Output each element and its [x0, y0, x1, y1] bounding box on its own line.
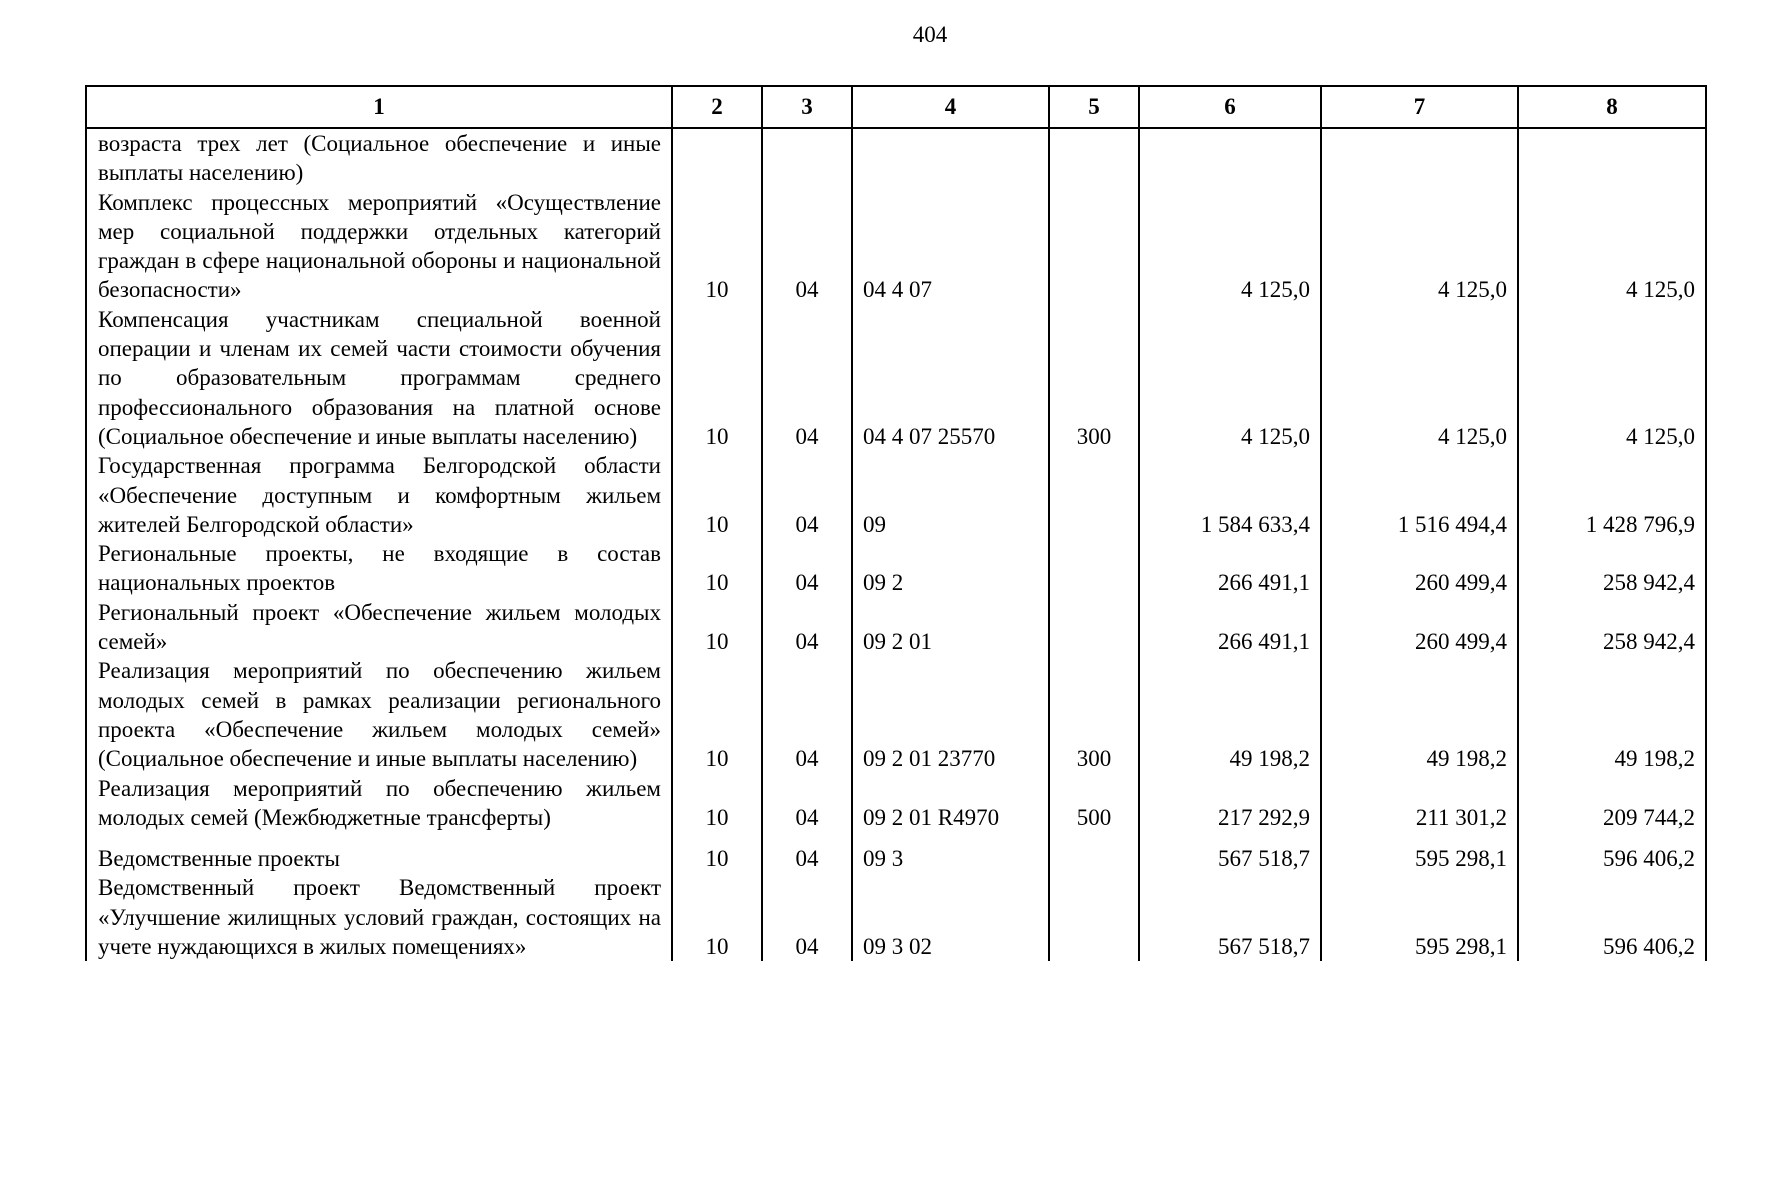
row-section [672, 128, 762, 188]
row-amount-8: 4 125,0 [1518, 188, 1706, 305]
header-col-2: 2 [672, 86, 762, 128]
row-subsection: 04 [762, 774, 852, 833]
row-amount-8: 258 942,4 [1518, 539, 1706, 598]
row-amount-8: 596 406,2 [1518, 832, 1706, 873]
table-row [86, 539, 1706, 598]
table-row [86, 305, 1706, 451]
table-row [86, 598, 1706, 657]
row-section: 10 [672, 873, 762, 961]
row-amount-6: 49 198,2 [1139, 656, 1321, 773]
row-target-code: 09 2 [852, 539, 1049, 598]
row-subsection: 04 [762, 873, 852, 961]
row-section: 10 [672, 451, 762, 539]
row-amount-8: 258 942,4 [1518, 598, 1706, 657]
row-amount-8: 596 406,2 [1518, 873, 1706, 961]
row-amount-7: 49 198,2 [1321, 656, 1518, 773]
row-target-code: 09 2 01 23770 [852, 656, 1049, 773]
row-section: 10 [672, 598, 762, 657]
budget-table [85, 85, 1707, 961]
row-target-code [852, 128, 1049, 188]
row-section: 10 [672, 774, 762, 833]
row-amount-8 [1518, 128, 1706, 188]
row-name: Ведомственный проект Ведомственный проект «Улучшение жилищных условий граждан, состоящих на учете нуждающихся в жилых помещениях» [86, 873, 672, 961]
table-row [86, 188, 1706, 305]
row-section: 10 [672, 305, 762, 451]
row-subsection: 04 [762, 539, 852, 598]
row-amount-8: 49 198,2 [1518, 656, 1706, 773]
row-name: Реализация мероприятий по обеспечению жильем молодых семей (Межбюджетные трансферты) [86, 774, 672, 833]
row-expense-type [1049, 188, 1139, 305]
row-amount-6 [1139, 128, 1321, 188]
row-subsection: 04 [762, 305, 852, 451]
row-amount-7: 260 499,4 [1321, 539, 1518, 598]
row-name: Государственная программа Белгородской области «Обеспечение доступным и комфортным жильем жителей Белгородской области» [86, 451, 672, 539]
row-amount-8: 4 125,0 [1518, 305, 1706, 451]
row-name: Реализация мероприятий по обеспечению жильем молодых семей в рамках реализации регионального проекта «Обеспечение жильем молодых семей» (Социальное обеспечение и иные выплаты населению) [86, 656, 672, 773]
row-expense-type [1049, 832, 1139, 873]
row-section: 10 [672, 188, 762, 305]
header-col-8: 8 [1518, 86, 1706, 128]
row-amount-6: 567 518,7 [1139, 832, 1321, 873]
header-row [86, 86, 1706, 128]
row-amount-7: 211 301,2 [1321, 774, 1518, 833]
row-target-code: 09 3 [852, 832, 1049, 873]
row-expense-type [1049, 451, 1139, 539]
row-subsection [762, 128, 852, 188]
row-expense-type: 300 [1049, 656, 1139, 773]
row-target-code: 04 4 07 [852, 188, 1049, 305]
row-name: Ведомственные проекты [86, 832, 672, 873]
row-amount-7: 4 125,0 [1321, 188, 1518, 305]
row-amount-6: 217 292,9 [1139, 774, 1321, 833]
row-expense-type [1049, 598, 1139, 657]
row-subsection: 04 [762, 451, 852, 539]
header-col-7: 7 [1321, 86, 1518, 128]
row-target-code: 09 2 01 R4970 [852, 774, 1049, 833]
table-header [86, 86, 1706, 128]
row-name: Компенсация участникам специальной военной операции и членам их семей части стоимости обучения по образовательным программам среднего профессионального образования на платной основе (Социальное обеспечение и иные выплаты населению) [86, 305, 672, 451]
row-amount-6: 567 518,7 [1139, 873, 1321, 961]
header-col-5: 5 [1049, 86, 1139, 128]
row-amount-7: 595 298,1 [1321, 832, 1518, 873]
row-amount-6: 1 584 633,4 [1139, 451, 1321, 539]
row-amount-8: 209 744,2 [1518, 774, 1706, 833]
table-row [86, 832, 1706, 873]
table-row [86, 128, 1706, 188]
row-amount-8: 1 428 796,9 [1518, 451, 1706, 539]
row-section: 10 [672, 656, 762, 773]
row-amount-7 [1321, 128, 1518, 188]
row-amount-6: 266 491,1 [1139, 539, 1321, 598]
table-row [86, 873, 1706, 961]
row-amount-6: 4 125,0 [1139, 305, 1321, 451]
row-amount-7: 1 516 494,4 [1321, 451, 1518, 539]
row-target-code: 09 [852, 451, 1049, 539]
table-row [86, 774, 1706, 833]
header-col-1: 1 [86, 86, 672, 128]
row-target-code: 04 4 07 25570 [852, 305, 1049, 451]
row-name: возраста трех лет (Социальное обеспечение и иные выплаты населению) [86, 128, 672, 188]
header-col-6: 6 [1139, 86, 1321, 128]
row-subsection: 04 [762, 188, 852, 305]
row-amount-6: 4 125,0 [1139, 188, 1321, 305]
row-subsection: 04 [762, 598, 852, 657]
row-subsection: 04 [762, 832, 852, 873]
row-name: Комплекс процессных мероприятий «Осуществление мер социальной поддержки отдельных категорий граждан в сфере национальной обороны и национальной безопасности» [86, 188, 672, 305]
row-name: Региональные проекты, не входящие в состав национальных проектов [86, 539, 672, 598]
table-body [86, 128, 1706, 961]
row-expense-type: 500 [1049, 774, 1139, 833]
row-subsection: 04 [762, 656, 852, 773]
row-expense-type [1049, 128, 1139, 188]
row-amount-7: 260 499,4 [1321, 598, 1518, 657]
table-row [86, 451, 1706, 539]
row-amount-7: 595 298,1 [1321, 873, 1518, 961]
table-row [86, 656, 1706, 773]
header-col-4: 4 [852, 86, 1049, 128]
header-col-3: 3 [762, 86, 852, 128]
row-expense-type [1049, 539, 1139, 598]
row-section: 10 [672, 539, 762, 598]
row-target-code: 09 2 01 [852, 598, 1049, 657]
row-section: 10 [672, 832, 762, 873]
row-amount-7: 4 125,0 [1321, 305, 1518, 451]
row-target-code: 09 3 02 [852, 873, 1049, 961]
row-name: Региональный проект «Обеспечение жильем молодых семей» [86, 598, 672, 657]
page-number: 404 [912, 22, 948, 47]
row-amount-6: 266 491,1 [1139, 598, 1321, 657]
row-expense-type [1049, 873, 1139, 961]
row-expense-type: 300 [1049, 305, 1139, 451]
